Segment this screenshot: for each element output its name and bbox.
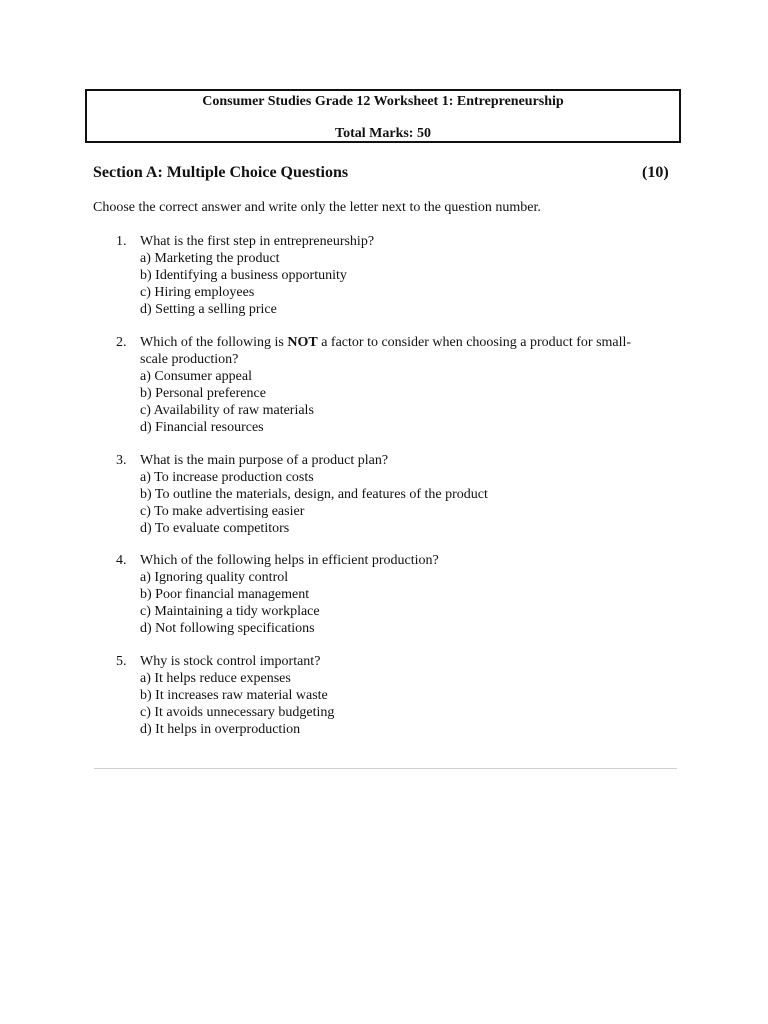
question-number: 2. (116, 335, 127, 350)
question-emphasis: NOT (287, 335, 318, 350)
worksheet-header-box (85, 89, 681, 143)
question-5 (116, 653, 650, 738)
option-b: b) Identifying a business opportunity (140, 268, 347, 283)
option-list (140, 569, 650, 637)
option-d: d) Financial resources (140, 420, 264, 435)
question-text (140, 653, 650, 670)
option-d: d) It helps in overproduction (140, 722, 301, 737)
worksheet-title: Consumer Studies Grade 12 Worksheet 1: Entrepreneurship (202, 94, 564, 109)
option-a: a) Marketing the product (140, 251, 280, 266)
question-text-part: What is the main purpose of a product plan? (140, 453, 389, 468)
option-c: c) It avoids unnecessary budgeting (140, 705, 335, 720)
option-list (140, 250, 650, 318)
option-list (140, 469, 650, 537)
option-d: d) Setting a selling price (140, 302, 277, 317)
option-b: b) It increases raw material waste (140, 688, 328, 703)
option-a: a) It helps reduce expenses (140, 671, 291, 686)
question-1 (116, 233, 650, 318)
question-text (140, 452, 650, 469)
option-d: d) Not following specifications (140, 621, 315, 636)
question-text (140, 334, 650, 368)
total-marks: Total Marks: 50 (335, 126, 431, 141)
option-b: b) To outline the materials, design, and features of the product (140, 487, 488, 502)
section-instruction: Choose the correct answer and write only the letter next to the question number. (93, 200, 541, 215)
option-b: b) Personal preference (140, 386, 266, 401)
question-text-part: a factor to consider when choosing a product for small-scale production? (140, 335, 632, 367)
option-list (140, 368, 650, 436)
question-text (140, 552, 650, 569)
question-4 (116, 552, 650, 637)
question-number: 5. (116, 654, 127, 669)
question-text-part: What is the first step in entrepreneurship? (140, 234, 375, 249)
question-text-part: Which of the following is (140, 335, 288, 350)
question-text-part: Which of the following helps in efficient production? (140, 553, 439, 568)
option-a: a) Consumer appeal (140, 369, 252, 384)
option-c: c) Maintaining a tidy workplace (140, 604, 320, 619)
option-a: a) To increase production costs (140, 470, 314, 485)
option-c: c) Availability of raw materials (140, 403, 314, 418)
question-number: 4. (116, 553, 127, 568)
horizontal-divider (94, 768, 677, 769)
option-c: c) Hiring employees (140, 285, 255, 300)
question-text-part: Why is stock control important? (140, 654, 321, 669)
section-title: Section A: Multiple Choice Questions (93, 164, 349, 181)
option-b: b) Poor financial management (140, 587, 310, 602)
question-number: 3. (116, 453, 127, 468)
option-d: d) To evaluate competitors (140, 521, 290, 536)
question-text (140, 233, 650, 250)
section-marks: (10) (642, 164, 669, 181)
option-list (140, 670, 650, 738)
question-2 (116, 334, 650, 436)
question-3 (116, 452, 650, 537)
question-number: 1. (116, 234, 127, 249)
option-c: c) To make advertising easier (140, 504, 305, 519)
option-a: a) Ignoring quality control (140, 570, 289, 585)
